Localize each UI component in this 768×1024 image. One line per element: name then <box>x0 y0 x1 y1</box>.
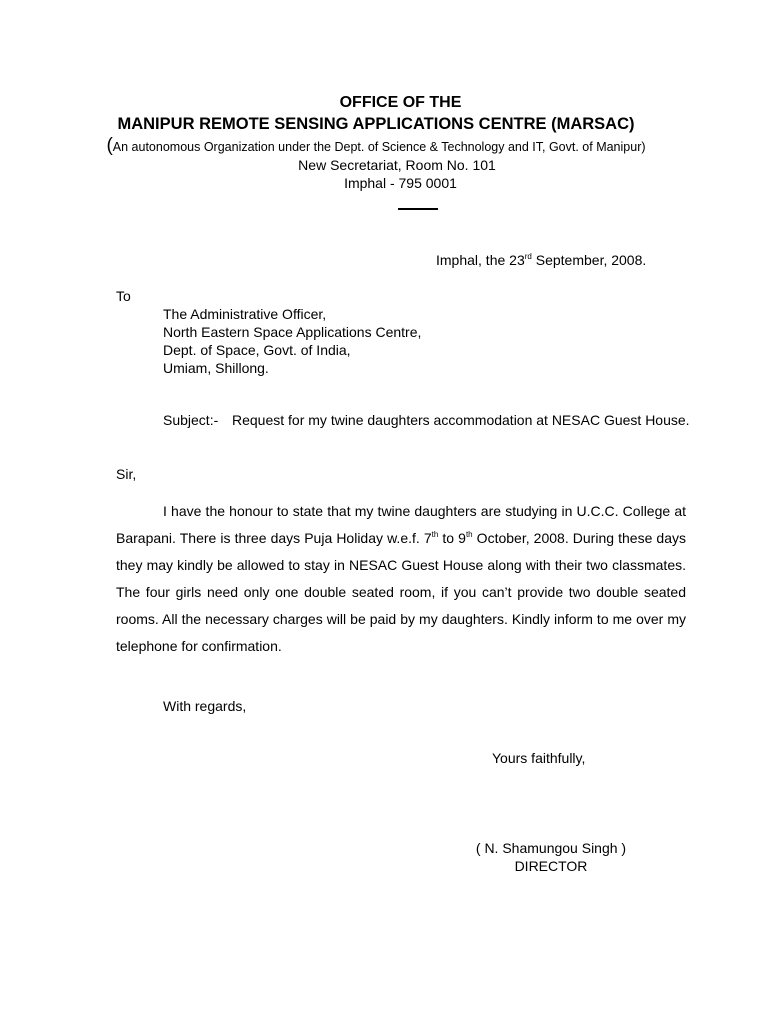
letterhead-address-line2: Imphal - 795 0001 <box>344 175 457 191</box>
signature-block <box>456 839 646 875</box>
recipient-line: The Administrative Officer, <box>163 306 327 322</box>
letterhead-description-text: An autonomous Organization under the Dept. of Science & Technology and IT, Govt. of Manipur) <box>112 140 646 154</box>
body-part2: to 9 <box>438 530 466 546</box>
letterhead-open-paren: ( <box>106 135 113 156</box>
recipient-line: Umiam, Shillong. <box>163 360 269 376</box>
date-ordinal-suffix: rd <box>524 252 532 261</box>
subject-label: Subject:- <box>163 412 219 428</box>
date-prefix: Imphal, the 23 <box>436 252 525 268</box>
letterhead-divider <box>398 208 438 210</box>
body-sup2: th <box>465 530 473 539</box>
recipient-line: Dept. of Space, Govt. of India, <box>163 342 351 358</box>
subject-text: Request for my twine daughters accommodation at NESAC Guest House. <box>232 412 690 428</box>
letter-body <box>116 498 686 660</box>
to-label: To <box>116 288 131 304</box>
recipient-line: North Eastern Space Applications Centre, <box>163 324 422 340</box>
closing-faithfully: Yours faithfully, <box>492 750 586 766</box>
letterhead-description <box>0 135 768 158</box>
letter-date <box>436 251 646 269</box>
letterhead-office: OFFICE OF THE <box>339 94 462 111</box>
closing-regards: With regards, <box>163 698 247 714</box>
body-part3: October, 2008. During these days they may kindly be allowed to stay in NESAC Guest House along with their two classmates. The four girls need only one double seated room, if you can’t provide two double seated rooms. All the necessary charges will be paid by my daughters. Kindly inform to me over my telephone for confirmation. <box>116 530 687 654</box>
letterhead-address-line1: New Secretariat, Room No. 101 <box>298 157 496 173</box>
salutation: Sir, <box>116 466 137 482</box>
date-rest: September, 2008. <box>531 252 647 268</box>
recipient-address <box>163 305 421 377</box>
body-part1: I have the honour to state that my twine daughters are studying in U.C.C. College at Barapani. There is three days Puja Holiday w.e.f. 7 <box>116 503 686 546</box>
body-sup1: th <box>431 530 439 539</box>
signatory-designation: DIRECTOR <box>514 858 588 874</box>
letterhead-centre-name: MANIPUR REMOTE SENSING APPLICATIONS CENTRE (MARSAC) <box>117 115 635 133</box>
signatory-name: ( N. Shamungou Singh ) <box>475 840 627 856</box>
letterhead <box>0 93 768 192</box>
